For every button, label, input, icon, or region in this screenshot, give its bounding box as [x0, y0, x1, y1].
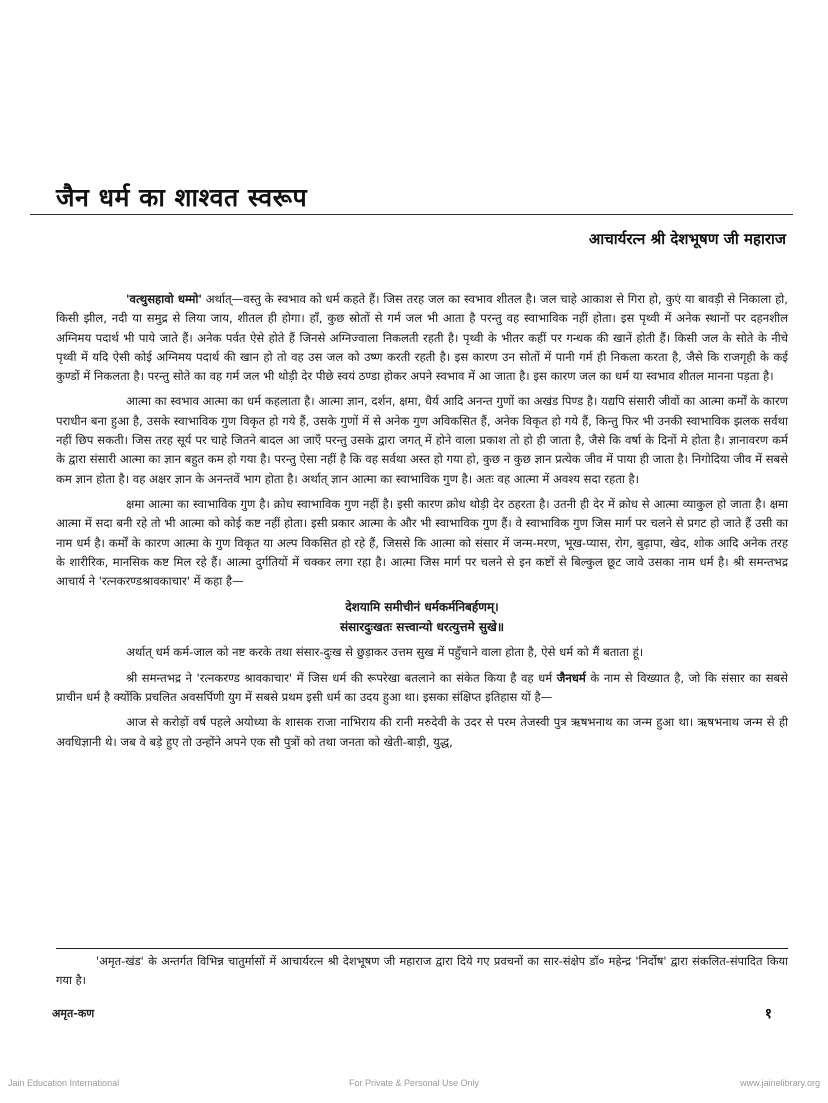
watermark-publisher: Jain Education International — [8, 1078, 120, 1088]
sanskrit-verse — [56, 597, 788, 637]
paragraph-6: आज से करोड़ों वर्ष पहले अयोध्या के शासक राजा नाभिराय की रानी मरुदेवी के उदर से परम तेजस्वी पुत्र ऋषभनाथ का जन्म हुआ था। ऋषभनाथ जन्म से ही अवधिज्ञानी थे। जब वे बड़े हुए तो उन्होंने अपने एक सौ पुत्रों को तथा जनता को खेती-बाड़ी, युद्ध, — [56, 715, 788, 749]
running-footer: अमृत-कण — [52, 1007, 95, 1020]
paragraph-text: श्री समन्तभद्र ने 'रत्नकरण्ड श्रावकाचार' में जिस धर्म की रूपरेखा बतलाने का संकेत किया है वह धर्म — [126, 670, 557, 685]
paragraph-text: के नाम से विख्यात है, जो कि संसार का सबसे प्राचीन धर्म है क्योंकि प्रचलित अवसर्पिणी युग में सबसे प्रथम इसी धर्म का उदय हुआ था। इसका संक्षिप्त इतिहास यों है— — [56, 670, 788, 705]
article-body — [56, 290, 788, 758]
footnote — [56, 952, 788, 990]
paragraph-1 — [56, 290, 788, 386]
footnote-text: 'अमृत-खंड' के अन्तर्गत विभिन्न चातुर्मासों में आचार्यरत्न श्री देशभूषण जी महाराज द्वारा दिये गए प्रवचनों का सार-संक्षेप डॉ० महेन्द्र 'निर्दोष' द्वारा संकलित-संपादित किया गया है। — [56, 954, 788, 987]
verse-line-1: देशयामि समीचीनं धर्मकर्मनिबर्हणम्। — [345, 600, 499, 615]
jain-dharma-emphasis: जैनधर्म — [556, 670, 586, 685]
paragraph-2: आत्मा का स्वभाव आत्मा का धर्म कहलाता है। आत्मा ज्ञान, दर्शन, क्षमा, धैर्य आदि अनन्त गुणों का अखंड पिण्ड है। यद्यपि संसारी जीवों का आत्मा कर्मों के कारण पराधीन बना हुआ है, उसके स्वाभाविक गुण विकृत हो गये हैं, उसके गुणों में से अनेक गुण अविकसित हैं, अनेक विकृत हो गये हैं, किन्तु फिर भी उनकी स्वाभाविक झलक सर्वथा नहीं छिप सकती। जिस तरह सूर्य पर चाहे जितने बादल आ जाएँ परन्तु उसके द्वारा जगत् में होने वाला प्रकाश तो हो ही जाता है, जैसे कि वर्षा के दिनों मे होता है। ज्ञानावरण कर्म के द्वारा संसारी आत्मा का ज्ञान बहुत कम हो गया है। परन्तु ऐसा नहीं है कि वह सर्वथा अस्त हो गया हो, कुछ न कुछ ज्ञान प्रत्येक जीव में पाया ही जाता है। निगोदिया जीव में सबसे कम ज्ञान होता है। वह अक्षर ज्ञान के अनन्तवें भाग होता है। अर्थात् ज्ञान आत्मा का स्वाभाविक गुण है। अतः वह आत्मा में अवश्य सदा रहता है। — [56, 394, 788, 486]
watermark-usage: For Private & Personal Use Only — [348, 1078, 480, 1088]
watermark-url[interactable]: www.jainelibrary.org — [740, 1078, 820, 1088]
paragraph-5 — [56, 669, 788, 708]
author-byline: आचार्यरत्न श्री देशभूषण जी महाराज — [588, 230, 786, 248]
paragraph-text: अर्थात्—वस्तु के स्वभाव को धर्म कहते हैं। जिस तरह जल का स्वभाव शीतल है। जल चाहे आकाश से गिरा हो, कुएं या बावड़ी से निकाला हो, किसी झील, नदी या समुद्र से लिया जाय, शीतल ही होगा। हाँ, कुछ स्रोतों से गर्म जल भी आता है परन्तु वह स्वाभाविक नहीं होता। इस पृथ्वी में अनेक स्थानों पर दहनशील अग्निमय पदार्थ भी पाये जाते हैं। अनेक पर्वत ऐसे होते हैं जिनसे अग्निज्वाला निकलती रहती है। पृथ्वी के भीतर कहीं पर गन्धक की खानें होती हैं। किसी जल के सोते के नीचे पृथ्वी में यदि ऐसी कोई अग्निमय पदार्थ की खान हो तो वह उस जल को उष्ण करती रहती है। इस कारण उन सोतों में पानी गर्म ही निकला करता है, जैसे कि राजगृही के कई कुण्डों में निकलता है। परन्तु सोते का वह गर्म जल भी थोड़ी देर पीछे स्वयं ठण्डा होकर अपने स्वभाव में आ जाता है। इस कारण जल का धर्म या स्वभाव शीतल मानना पड़ता है। — [56, 292, 788, 384]
footnote-divider — [56, 948, 788, 949]
paragraph-4: अर्थात् धर्म कर्म-जाल को नष्ट करके तथा संसार-दुःख से छुड़ाकर उत्तम सुख में पहुँचाने वाला होता है, ऐसे धर्म को मैं बताता हूं। — [126, 645, 644, 660]
page-number: १ — [764, 1006, 772, 1022]
paragraph-3: क्षमा आत्मा का स्वाभाविक गुण है। क्रोध स्वाभाविक गुण नहीं है। इसी कारण क्रोध थोड़ी देर ठहरता है। उतनी ही देर में क्रोध से आत्मा व्याकुल हो जाता है। क्षमा आत्मा में सदा बनी रहे तो भी आत्मा को कोई कष्ट नहीं होता। इसी प्रकार आत्मा के और भी स्वाभाविक गुण हैं। वे स्वाभाविक गुण जिस मार्ग पर चलने से प्रगट हो जाते हैं उसी का नाम धर्म है। कर्मों के कारण आत्मा के गुण विकृत या अल्प विकसित हो रहे हैं, जिससे कि आत्मा को संसार में जन्म-मरण, भूख-प्यास, रोग, बुढ़ापा, खेद, शोक आदि अनेक तरह के शारीरिक, मानसिक कष्ट मिल रहे हैं। आत्मा दुर्गतियों में चक्कर लगा रहा है। आत्मा जिस मार्ग पर चलने से इन कष्टों से बिल्कुल छूट जावे उसका नाम धर्म है। श्री समन्तभद्र आचार्य ने 'रत्नकरण्डश्रावकाचार' में कहा है— — [56, 496, 788, 589]
verse-line-2: संसारदुःखतः सत्त्वान्यो धरत्युत्तमे सुखे॥ — [339, 620, 505, 635]
paragraph-lead-quote: 'वत्थुसहावो धम्मो' — [126, 292, 202, 306]
page-title: जैन धर्म का शाश्वत स्वरूप — [56, 183, 308, 212]
title-divider — [30, 214, 793, 215]
